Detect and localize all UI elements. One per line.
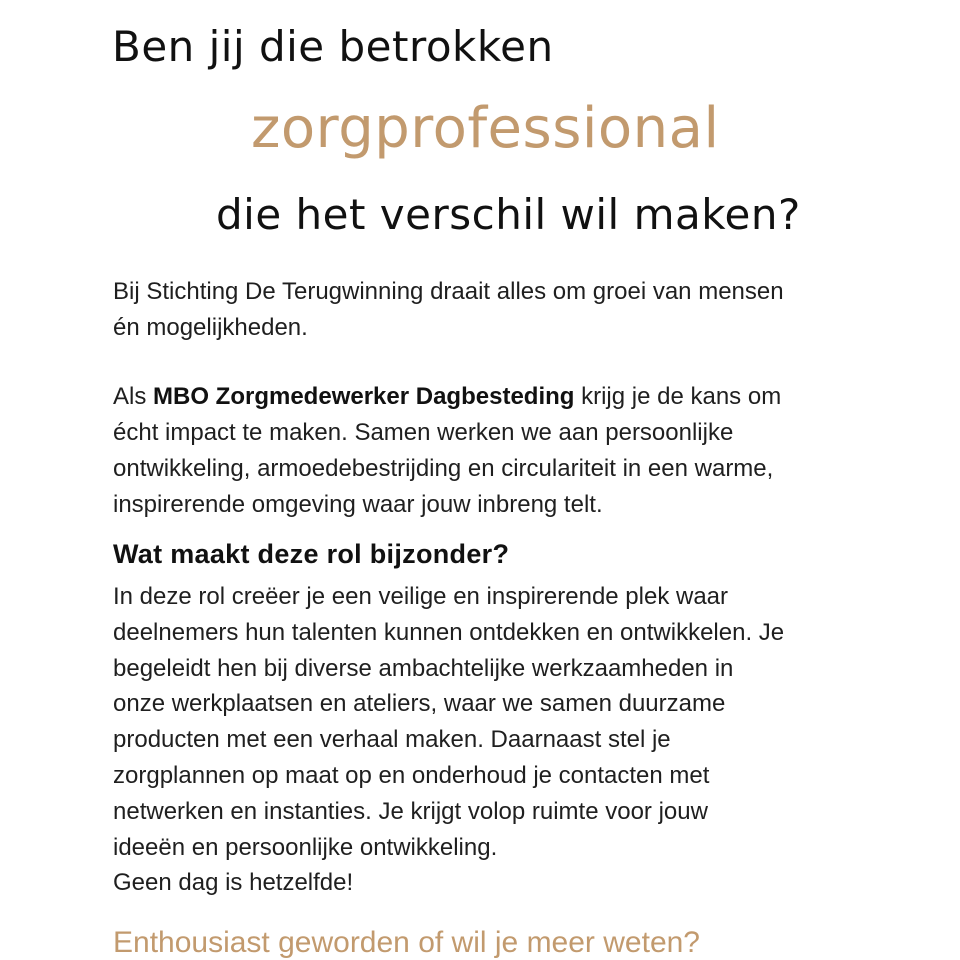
role-paragraph: [113, 379, 913, 523]
role-title: MBO Zorgmedewerker Dagbesteding: [153, 383, 575, 410]
section-line: Geen dag is hetzelfde!: [113, 869, 354, 897]
section-line: onze werkplaatsen en ateliers, waar we samen duurzame: [113, 690, 726, 718]
role-line-2: écht impact te maken. Samen werken we aan persoonlijke: [113, 419, 734, 446]
heading-highlight: zorgprofessional: [251, 96, 720, 161]
section-line: begeleidt hen bij diverse ambachtelijke werkzaamheden in: [113, 654, 734, 682]
role-line-4: inspirerende omgeving waar jouw inbreng telt.: [113, 491, 603, 518]
section-title: Wat maakt deze rol bijzonder?: [113, 539, 510, 569]
section-line: ideeën en persoonlijke ontwikkeling.: [113, 833, 498, 861]
intro-paragraph: [113, 274, 913, 346]
intro-line-1: Bij Stichting De Terugwinning draait alles om groei van mensen: [113, 278, 784, 305]
section-line: netwerken en instanties. Je krijgt volop ruimte voor jouw: [113, 797, 708, 825]
role-line-1-rest: krijg je de kans om: [574, 383, 782, 410]
heading-line-1: Ben jij die betrokken: [112, 22, 554, 71]
section-body: [113, 579, 913, 901]
role-line-3: ontwikkeling, armoedebestrijding en circulariteit in een warme,: [113, 455, 774, 482]
section-line: deelnemers hun talenten kunnen ontdekken en ontwikkelen. Je: [113, 618, 785, 646]
intro-line-2: én mogelijkheden.: [113, 314, 308, 341]
cta-heading: Enthousiast geworden of wil je meer weten?: [113, 926, 700, 959]
section-line: In deze rol creëer je een veilige en inspirerende plek waar: [113, 583, 729, 610]
role-prefix: Als: [113, 383, 154, 410]
section-line: zorgplannen op maat op en onderhoud je contacten met: [113, 761, 710, 789]
section-line: producten met een verhaal maken. Daarnaast stel je: [113, 726, 671, 754]
heading-line-3: die het verschil wil maken?: [216, 190, 801, 239]
